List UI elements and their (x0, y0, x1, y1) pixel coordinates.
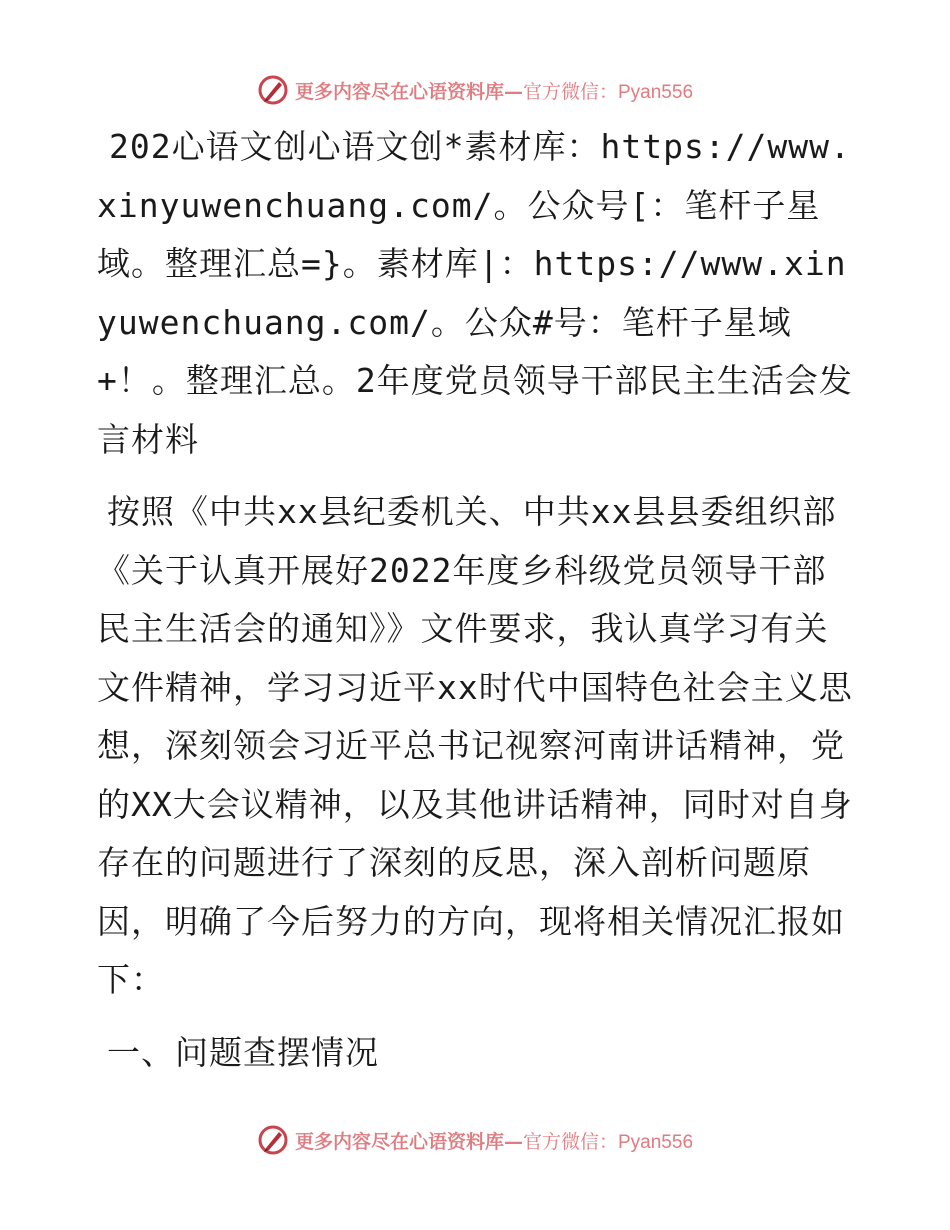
header-banner-id: Pyan556 (618, 81, 694, 103)
header-banner (0, 70, 950, 110)
document-body (97, 118, 857, 1082)
header-banner-text (295, 77, 693, 104)
footer-banner-inner (257, 1124, 693, 1156)
header-banner-inner (257, 74, 693, 106)
section-heading: 一、问题查摆情况 (107, 1032, 379, 1072)
footer-banner (0, 1120, 950, 1160)
header-banner-main: 更多内容尽在心语资料库 (294, 80, 504, 103)
footer-banner-text (295, 1127, 693, 1154)
footer-banner-dash: — (503, 1130, 523, 1153)
header-banner-dash: — (503, 80, 523, 103)
pen-logo-icon (257, 74, 289, 106)
main-paragraph: 按照《中共xx县纪委机关、中共xx县县委组织部《关于认真开展好2022年度乡科级党员领导干部民主生活会的通知》》文件要求，我认真学习有关文件精神，学习习近平xx时代中国特色社会主义思想，深刻领会习近平总书记视察河南讲话精神，党的XX大会议精神，以及其他讲话精神，同时对自身存在的问题进行了深刻的反思，深入剖析问题原因，明确了今后努力的方向，现将相关情况汇报如下： (97, 492, 853, 999)
header-banner-wechat: 官方微信： (522, 80, 618, 103)
footer-banner-wechat: 官方微信： (522, 1130, 618, 1153)
pen-logo-icon (257, 1124, 289, 1156)
footer-banner-main: 更多内容尽在心语资料库 (294, 1130, 504, 1153)
footer-banner-id: Pyan556 (618, 1131, 694, 1153)
intro-paragraph: 202心语文创心语文创*素材库：https://www.xinyuwenchuang.com/。公众号[：笔杆子星域。整理汇总=}。素材库|：https://www.xinyuwenchuang.com/。公众#号：笔杆子星域+！。整理汇总。2年度党员领导干部民主生活会发言材料 (97, 127, 853, 459)
